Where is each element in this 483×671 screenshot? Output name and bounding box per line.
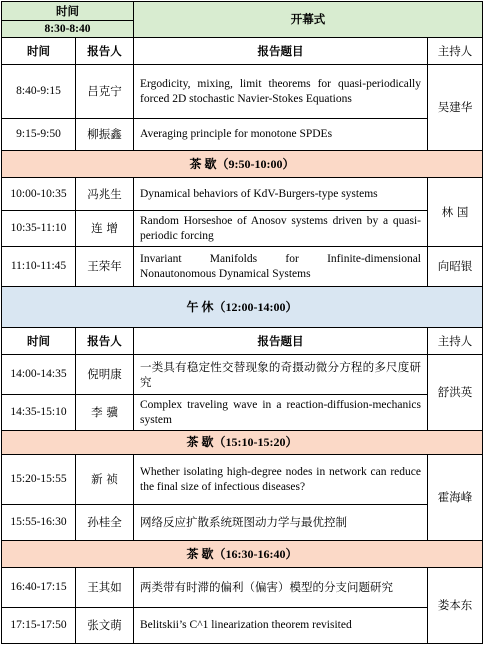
talk-title: 网络反应扩散系统斑图动力学与最优控制 <box>134 505 428 541</box>
opening-ceremony-label: 开幕式 <box>134 2 483 38</box>
talk-row <box>2 395 483 431</box>
talk-row <box>2 65 483 119</box>
talk-time: 10:35-11:10 <box>2 211 76 247</box>
talk-speaker: 柳振鑫 <box>76 119 134 151</box>
session-chair: 娄本东 <box>428 568 483 644</box>
talk-time: 11:10-11:45 <box>2 247 76 287</box>
talk-speaker: 李 骥 <box>76 395 134 431</box>
talk-title: Belitskii’s C^1 linearization theorem revisited <box>134 608 428 644</box>
header-chair: 主持人 <box>428 38 483 65</box>
talk-time: 15:55-16:30 <box>2 505 76 541</box>
session-chair: 吴建华 <box>428 65 483 151</box>
talk-speaker: 冯兆生 <box>76 178 134 211</box>
talk-time: 9:15-9:50 <box>2 119 76 151</box>
talk-time: 8:40-9:15 <box>2 65 76 119</box>
session-chair: 林 国 <box>428 178 483 247</box>
talk-speaker: 孙桂全 <box>76 505 134 541</box>
talk-title: Dynamical behaviors of KdV-Burgers-type systems <box>134 178 428 211</box>
talk-time: 10:00-10:35 <box>2 178 76 211</box>
header-title: 报告题目 <box>134 328 428 355</box>
header-speaker: 报告人 <box>76 328 134 355</box>
header-time: 时间 <box>2 328 76 355</box>
opening-time: 8:30-8:40 <box>2 21 134 38</box>
lunch-break: 午 休（12:00-14:00） <box>2 287 483 328</box>
talk-title: Random Horseshoe of Anosov systems driven by a quasi-periodic forcing <box>134 211 428 247</box>
session-chair: 向昭银 <box>428 247 483 287</box>
talk-title: 两类带有时滞的偏利（偏害）模型的分支问题研究 <box>134 568 428 608</box>
talk-title: Complex traveling wave in a reaction-diffusion-mechanics system <box>134 395 428 431</box>
talk-speaker: 张文萌 <box>76 608 134 644</box>
talk-speaker: 倪明康 <box>76 355 134 395</box>
talk-time: 15:20-15:55 <box>2 455 76 505</box>
talk-speaker: 新 祯 <box>76 455 134 505</box>
talk-row <box>2 568 483 608</box>
talk-time: 14:35-15:10 <box>2 395 76 431</box>
tea-break: 茶 歇（15:10-15:20） <box>2 431 483 455</box>
session-chair: 霍海峰 <box>428 455 483 541</box>
talk-row <box>2 119 483 151</box>
talk-title: Averaging principle for monotone SPDEs <box>134 119 428 151</box>
header-chair: 主持人 <box>428 328 483 355</box>
talk-speaker: 王荣年 <box>76 247 134 287</box>
session-chair: 舒洪英 <box>428 355 483 431</box>
talk-speaker: 连 增 <box>76 211 134 247</box>
header-title: 报告题目 <box>134 38 428 65</box>
talk-speaker: 王其如 <box>76 568 134 608</box>
talk-row <box>2 247 483 287</box>
header-speaker: 报告人 <box>76 38 134 65</box>
talk-title: Ergodicity, mixing, limit theorems for quasi-periodically forced 2D stochastic Navier-Stokes Equations <box>134 65 428 119</box>
tea-break: 茶 歇（9:50-10:00） <box>2 151 483 178</box>
talk-title: Whether isolating high-degree nodes in network can reduce the final size of infectious diseases? <box>134 455 428 505</box>
schedule-table <box>1 1 483 644</box>
opening-time-header: 时间 <box>2 2 134 21</box>
talk-row <box>2 211 483 247</box>
talk-time: 14:00-14:35 <box>2 355 76 395</box>
talk-time: 17:15-17:50 <box>2 608 76 644</box>
talk-row <box>2 608 483 644</box>
tea-break: 茶 歇（16:30-16:40） <box>2 541 483 568</box>
talk-speaker: 吕克宁 <box>76 65 134 119</box>
talk-row <box>2 455 483 505</box>
talk-title: 一类具有稳定性交替现象的奇摄动微分方程的多尺度研究 <box>134 355 428 395</box>
header-time: 时间 <box>2 38 76 65</box>
talk-row <box>2 505 483 541</box>
talk-row <box>2 355 483 395</box>
talk-time: 16:40-17:15 <box>2 568 76 608</box>
talk-row <box>2 178 483 211</box>
talk-title: Invariant Manifolds for Infinite-dimensional Nonautonomous Dynamical Systems <box>134 247 428 287</box>
